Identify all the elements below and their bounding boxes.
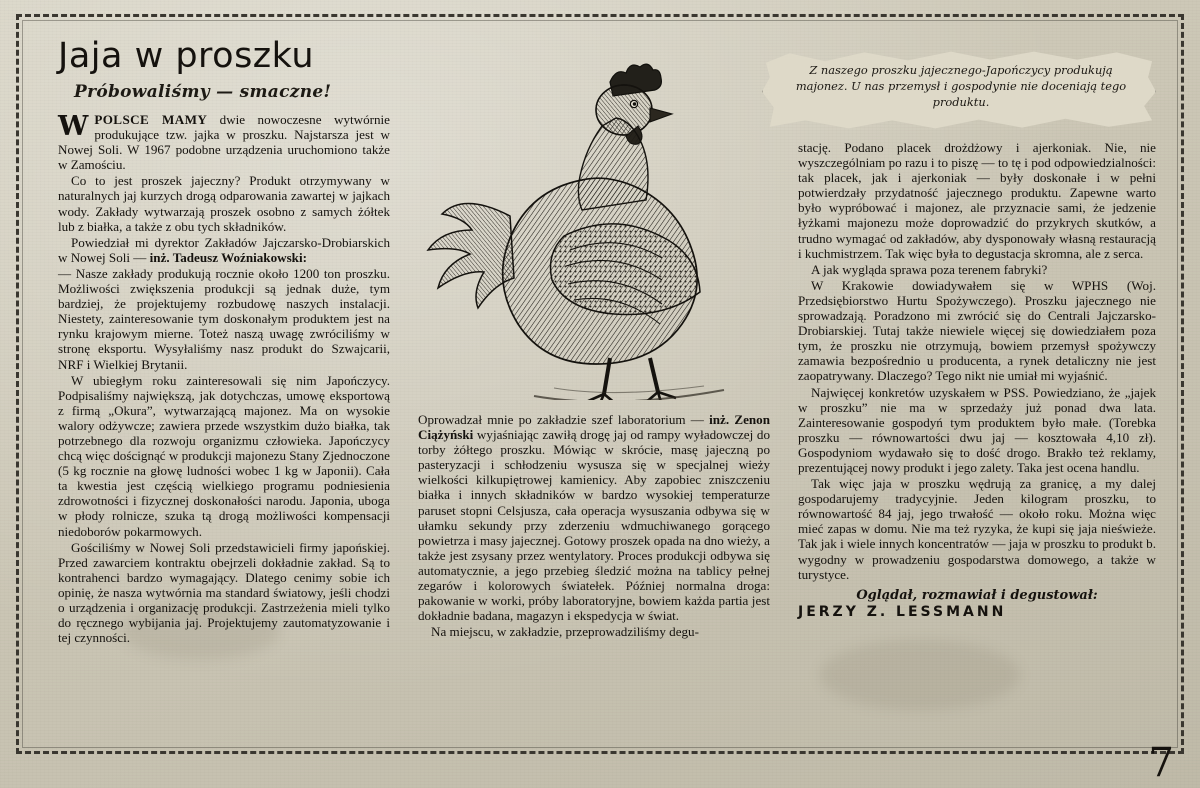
paragraph-text: W Krakowie dowiadywałem się w WPHS (Woj. Przedsiębiorstwo Hurtu Spożywczego). Proszku jajecznego nie sprowadzają. Poradzono mi zwrócić się do Centrali Jajczarsko-Drobiarskiej. Tutaj także niewiele więcej się dowiedziałem poza tym, że proszku nie otrzymują, bowiem przemysł spożywczy zamawia bezpośrednio u producenta, a rynek detaliczny nie jest zaopatrywany. Dlaczego? Tego nikt nie umiał mi wyjaśnić. [798,277,1156,384]
paragraph-text: dwie nowoczesne wytwórnie produkujące tzw. jajka w proszku. Najstarsza jest w Nowej Soli. W 1967 podobne urządzenia uruchomiono także w Zamościu. [58,112,390,173]
paragraph-text: Najwięcej konkretów uzyskałem w PSS. Powiedziano, że „jajek w proszku” nie ma w sprzedaży już ponad dwa lata. Zainteresowanie gospodyń tym produktem było małe. (Torebka proszku — równowartości dwu jaj — kosztowała 4,10 zł). Gospodyniom wydawało się to dość drogo. Brakło też reklamy, prezentującej nowy produkt i jego zalety. Taka jest ocena handlu. [798,384,1156,475]
paragraph-text: Powiedział mi dyrektor Zakładów Jajczarsko-Drobiarskich w Nowej Soli — [58,234,390,265]
paragraph [798,262,1156,277]
paragraph [798,140,1156,261]
paragraph-text: Co to jest proszek jajeczny? Produkt otrzymywany w naturalnych jaj kurzych drogą odparowania zawartej w jajkach wody. Zakłady wytwarzają proszek osobno z samych żółtek lub z białka, a także z obu tych składników. [58,173,390,234]
article-signature-line: Oglądał, rozmawiał i degustował: [856,587,1098,603]
paragraph-text: stację. Podano placek drożdżowy i ajerkoniak. Nie, nie wyszczególniam po razu i to piszę — to tę i pod odpowiedzialności: tak placek, jak i ajerkoniak — były doskonałe i w pełni potwierdzały przydatność jajecznego produktu. Zapewne warto było wypróbować i majonez, ale przyznacie sami, że jedzenie łyżkami majonezu może doprowadzić do przykrych skutków, a trudno wymagać od zakładów, aby dysponowały własną restauracją i kuchmistrzem. Tak więc była to degustacja skromna, ale z serca. [798,140,1156,261]
paragraph [58,540,390,646]
paragraph-text: Gościliśmy w Nowej Soli przedstawicieli firmy japońskiej. Przed zawarciem kontraktu obejrzeli dokładnie zakład. Są to kontrahenci bardzo wymagający. Dlatego cenimy sobie ich opinię, że nasza wytwórnia ma standard światowy, jeśli chodzi o urządzenia i organizację produkcji. Zastrzeżenia mieli tylko do ręcznego wybijania jaj. Projektujemy zautomatyzowanie i tej czynności. [58,539,390,646]
article-column-3 [798,140,1156,620]
article-content [46,30,1158,736]
paragraph-text: Tak więc jaja w proszku wędrują za granicę, a my dalej gospodarujemy tradycyjnie. Jeden kilogram proszku, to równowartość 84 jaj, jego trwałość — około roku. Można więc mieć zapas w domu. Nie ma też ryzyka, że kupi się jaja nieświeże. Tak jak i wiele innych koncentratów — jaja w proszku to produkt b. wygodny w prowadzeniu gospodarstwa domowego, a także w turystyce. [798,476,1156,582]
interviewee-name: inż. Zenon Ciążyński [418,412,771,443]
article-author: JERZY Z. LESSMANN [798,603,1007,620]
paragraph [798,278,1156,384]
paragraph-text: wyjaśniając zawiłą drogę jaj od rampy wyładowczej do torby żółtego proszku. Mówiąc w skrócie, masę jajeczną po pasteryzacji i schłodzeniu wysusza się w specjalnej wieży wielkości kilkupiętrowej kamienicy. Aby zapobiec zniszczeniu białka i innych składników w bardzo wysokiej temperaturze paruset stopni Celsjusza, cała operacja wysuszania odbywa się w ułamku sekundy przy zderzeniu wdmuchiwanego gorącego powietrza i masy jajecznej. Gotowy proszek opada na dno wieży, a także jest zsysany przez wentylatory. Proces produkcji odbywa się automatycznie, a jego przebieg śledzić można na tablicy pełnej zegarów i kolorowych światełek. Później normalna droga: pakowanie w worki, próby laboratoryjne, bowiem każda partia jest dokładnie badana, magazyn i ekspedycja w świat. [418,427,770,624]
paragraph-text: W ubiegłym roku zainteresowali się nim Japończycy. Podpisaliśmy największą, jak dotychczas, umowę eksportową z firmą „Okura”, wytwarzającą majonez. Ma on wysokie walory odżywcze; zawiera przede wszystkim dużo białka, tak potrzebnego dla rozwoju organizmu człowieka. Japończycy chcą więc doścignąć w produkcji majonezu Stany Zjednoczone (5 kg rocznie na głowę ludności wobec 1 kg w Japonii). Cała ta kwestia jest częścią wielkiego programu podniesienia zdrowotności i fizycznej doskonałości narodu. Japonia, uboga w płody rolnicze, szuka tą drogą możliwości kompensacji niedoborów pokarmowych. [58,372,390,539]
paragraph [418,624,770,639]
paragraph-text: A jak wygląda sprawa poza terenem fabryki? [811,261,1048,277]
page-title: Jaja w proszku [58,36,315,76]
drop-cap: W [58,111,89,142]
speech-bubble [762,50,1156,130]
interviewee-name: inż. Tadeusz Woźniakowski: [149,249,307,265]
article-column-1 [58,112,390,646]
paragraph [418,412,770,623]
paragraph [798,476,1156,582]
hen-illustration [414,40,776,400]
speech-bubble-text: Z naszego proszku jajecznego-Japończycy produkują majonez. U nas przemysł i gospodynie nie doceniają tego produktu. [795,63,1127,109]
paragraph [58,173,390,233]
paragraph [58,235,390,265]
page-number: 7 [1148,740,1174,786]
paragraph-text: Na miejscu, w zakładzie, przeprowadziliśmy degu- [431,624,699,640]
lead-in-text: POLSCE MAMY [94,112,208,127]
paragraph-text: — Nasze zakłady produkują rocznie około 1200 ton proszku. Możliwości zwiększenia produkcji są jednak duże, tym bardziej, że projektujemy rozbudowę naszych instalacji. Niestety, zainteresowanie tym doskonałym produktem jest na rynku krajowym mierne. Toteż naszą uwagę zwróciliśmy w stronę eksportu. Wysyłaliśmy nasz produkt do Szwajcarii, NRF i Wielkiej Brytanii. [58,265,390,372]
paragraph-text: Oprowadzał mnie po zakładzie szef laboratorium — [418,412,710,427]
paragraph [58,266,390,372]
paragraph [58,112,390,172]
paragraph [58,373,390,539]
article-kicker: Próbowaliśmy — smaczne! [74,82,332,102]
article-column-2 [418,412,770,640]
paragraph [798,385,1156,476]
hen-engraving-svg [414,40,776,400]
